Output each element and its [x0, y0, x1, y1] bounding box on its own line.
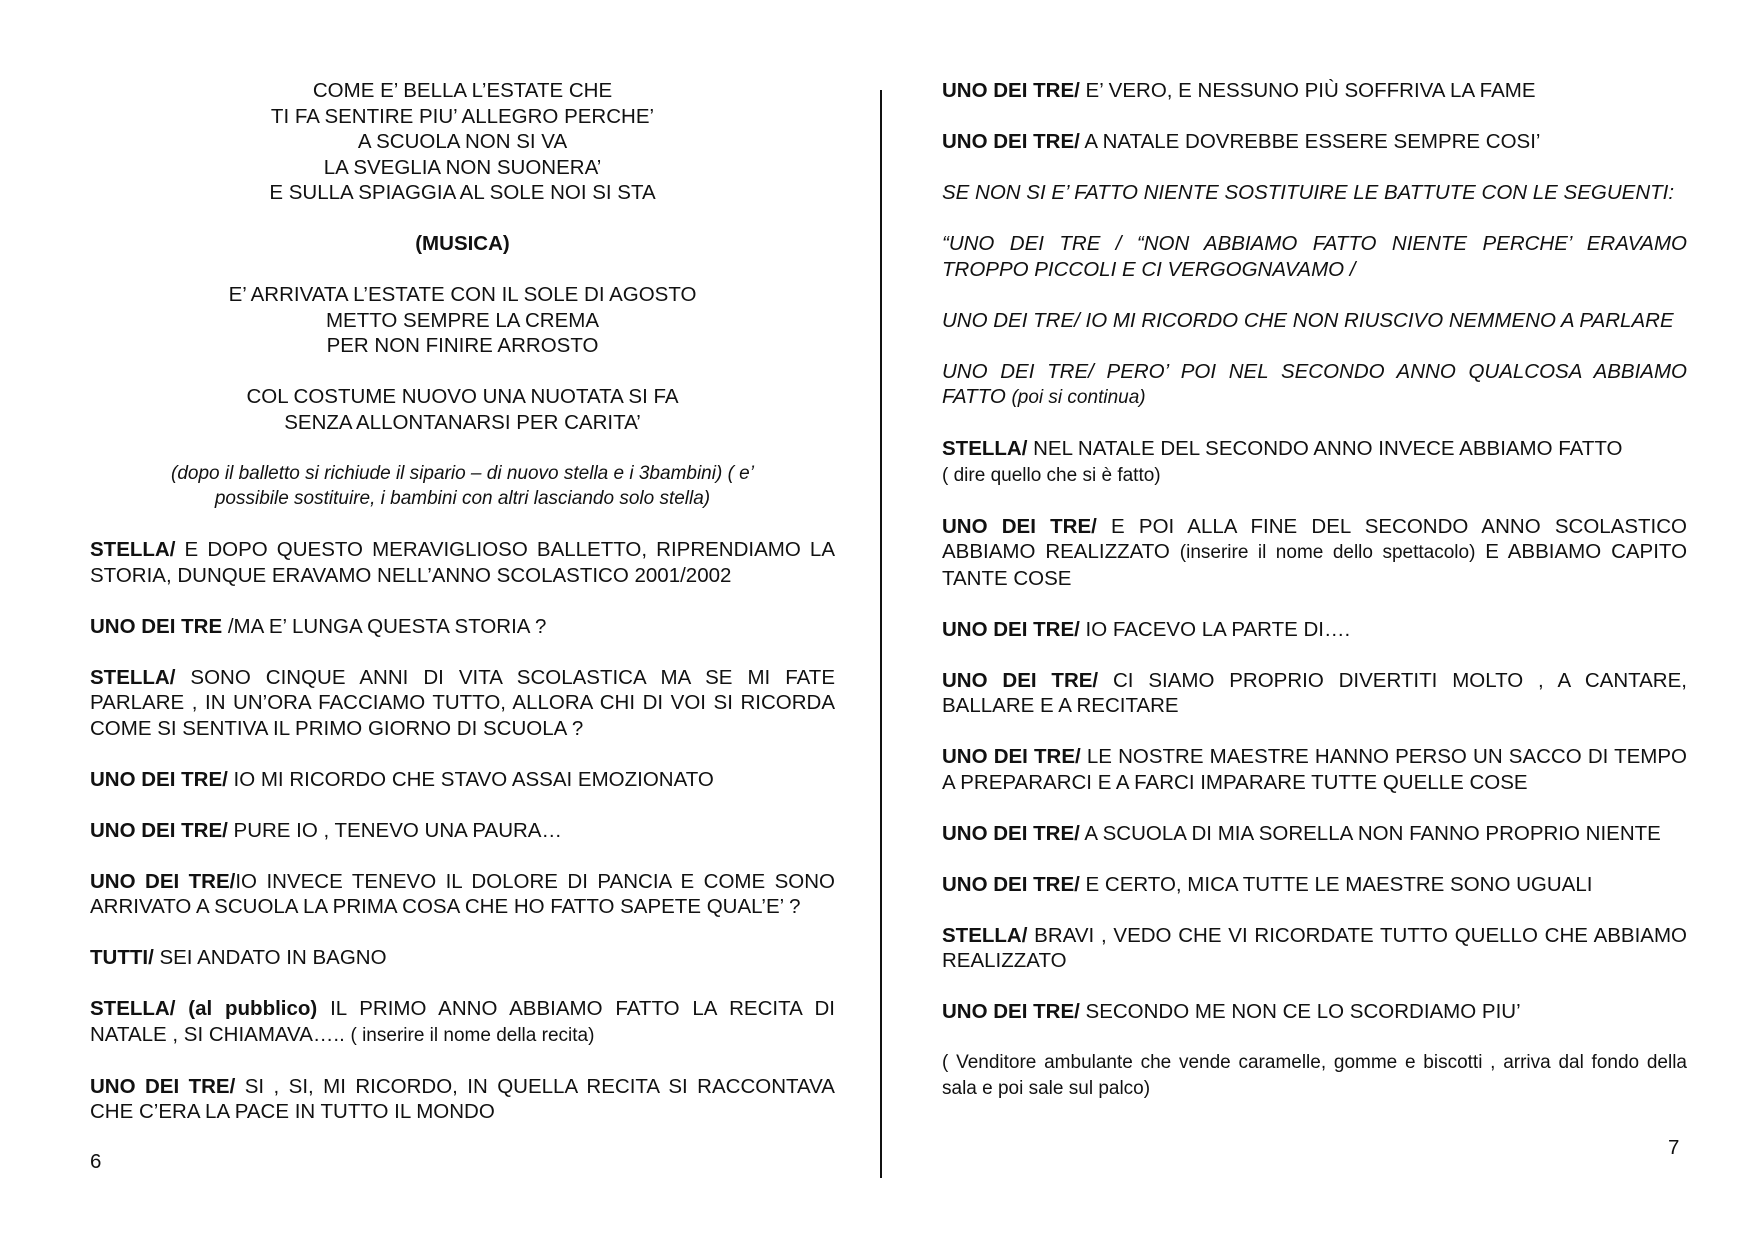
speaker: UNO DEI TRE/	[942, 821, 1080, 845]
speaker: UNO DEI TRE/	[942, 1000, 1080, 1023]
dialogue-text: SI , SI, MI RICORDO, IN QUELLA RECITA SI RACCONTAVA CHE C’ERA LA PACE IN TUTTO IL MONDO	[90, 1074, 835, 1123]
dialogue-text: E DOPO QUESTO MERAVIGLIOSO BALLETTO, RIPRENDIAMO LA STORIA, DUNQUE ERAVAMO NELL’ANNO SCOLASTICO 2001/2002	[90, 538, 835, 587]
italic-direction: SE NON SI E’ FATTO NIENTE SOSTITUIRE LE BATTUTE CON LE SEGUENTI:	[942, 181, 1675, 204]
speaker: UNO DEI TRE/	[942, 79, 1080, 102]
dialogue-line	[90, 1074, 835, 1125]
poem-line: TI FA SENTIRE PIU’ ALLEGRO PERCHE’	[270, 104, 655, 128]
poem-line: COME E’ BELLA L’ESTATE CHE	[312, 79, 613, 102]
speaker: UNO DEI TRE/	[942, 617, 1080, 641]
poem-line: LA SVEGLIA NON SUONERA’	[323, 155, 602, 179]
italic-direction-note: (poi si continua)	[1011, 387, 1146, 408]
page-divider	[880, 90, 882, 1178]
dialogue-line	[90, 767, 835, 793]
dialogue-line	[90, 945, 835, 971]
dialogue-text: A SCUOLA DI MIA SORELLA NON FANNO PROPRIO NIENTE	[1079, 821, 1661, 845]
poem-stanza-3	[90, 384, 835, 435]
dialogue-note: ( dire quello che si è fatto)	[942, 464, 1161, 486]
dialogue-text: A NATALE DOVREBBE ESSERE SEMPRE COSI’	[1079, 130, 1541, 153]
poem-line: E’ ARRIVATA L’ESTATE CON IL SOLE DI AGOSTO	[228, 283, 697, 306]
left-page	[90, 78, 835, 1125]
speaker: UNO DEI TRE/	[90, 1074, 236, 1098]
dialogue-text: IL PRIMO ANNO ABBIAMO FATTO LA RECITA DI NATALE , SI CHIAMAVA…..	[90, 997, 835, 1046]
speaker: UNO DEI TRE	[90, 614, 223, 638]
dialogue-text: IO MI RICORDO CHE STAVO ASSAI EMOZIONATO	[227, 767, 714, 791]
italic-direction-text: UNO DEI TRE/ PERO’ POI NEL SECONDO ANNO QUALCOSA ABBIAMO FATTO	[942, 359, 1687, 408]
speaker: UNO DEI TRE/	[90, 767, 228, 791]
italic-direction: UNO DEI TRE/ IO MI RICORDO CHE NON RIUSCIVO NEMMENO A PARLARE	[942, 308, 1674, 332]
speaker: UNO DEI TRE/	[90, 869, 236, 893]
dialogue-text: E’ VERO, E NESSUNO PIÙ SOFFRIVA LA FAME	[1079, 79, 1536, 102]
dialogue-line	[942, 821, 1687, 847]
dialogue-text: NEL NATALE DEL SECONDO ANNO INVECE ABBIAMO FATTO	[1027, 437, 1623, 460]
speaker: STELLA/ (al pubblico)	[90, 997, 318, 1020]
speaker: UNO DEI TRE/	[942, 514, 1097, 538]
dialogue-line	[942, 78, 1687, 104]
speaker: UNO DEI TRE/	[942, 745, 1081, 768]
italic-direction	[942, 359, 1687, 411]
right-page	[942, 78, 1687, 1101]
speaker: UNO DEI TRE/	[942, 668, 1099, 692]
dialogue-note: (inserire il nome dello spettacolo)	[1179, 542, 1476, 563]
dialogue-text: SONO CINQUE ANNI DI VITA SCOLASTICA MA SE MI FATE PARLARE , IN UN’ORA FACCIAMO TUTTO, ALLORA CHI DI VOI SI RICORDA COME SI SENTIVA IL PRIMO GIORNO DI SCUOLA ?	[90, 665, 835, 740]
dialogue-text: BRAVI , VEDO CHE VI RICORDATE TUTTO QUELLO CHE ABBIAMO REALIZZATO	[942, 923, 1687, 972]
stage-direction	[90, 461, 835, 512]
poem-line: METTO SEMPRE LA CREMA	[325, 308, 599, 332]
dialogue-line	[942, 744, 1687, 795]
dialogue-text: E ABBIAMO CAPITO TANTE COSE	[942, 540, 1688, 590]
poem-line: PER NON FINIRE ARROSTO	[326, 334, 599, 357]
page-number-right: 7	[1668, 1136, 1680, 1159]
dialogue-line	[942, 617, 1687, 643]
dialogue-line	[90, 614, 835, 640]
dialogue-line	[90, 869, 835, 920]
dialogue-text: PURE IO , TENEVO UNA PAURA…	[227, 818, 562, 842]
speaker: UNO DEI TRE/	[90, 818, 228, 842]
stage-direction: ( Venditore ambulante che vende caramelle, gomme e biscotti , arriva dal fondo della sala e poi sale sul palco)	[942, 1052, 1687, 1099]
dialogue-line	[90, 818, 835, 844]
stage-direction-line: (dopo il balletto si richiude il sipario – di nuovo stella e i 3bambini) ( e’	[171, 462, 754, 484]
speaker: TUTTI/	[90, 946, 154, 969]
poem-line: SENZA ALLONTANARSI PER CARITA’	[284, 410, 641, 434]
dialogue-line	[90, 665, 835, 742]
speaker: STELLA/	[942, 437, 1028, 460]
dialogue-text: LE NOSTRE MAESTRE HANNO PERSO UN SACCO DI TEMPO A PREPARARCI E A FARCI IMPARARE TUTTE QUELLE COSE	[942, 745, 1687, 794]
poem-line: E SULLA SPIAGGIA AL SOLE NOI SI STA	[269, 181, 656, 204]
dialogue-line	[942, 514, 1687, 592]
poem-stanza-2	[90, 282, 835, 359]
dialogue-text: E CERTO, MICA TUTTE LE MAESTRE SONO UGUALI	[1079, 872, 1593, 896]
speaker: STELLA/	[942, 923, 1028, 947]
dialogue-line	[942, 872, 1687, 898]
musica-heading: (MUSICA)	[415, 232, 510, 255]
dialogue-line	[942, 999, 1687, 1025]
speaker: STELLA/	[90, 538, 176, 561]
poem-line: A SCUOLA NON SI VA	[357, 130, 568, 153]
page-number-left: 6	[90, 1150, 102, 1173]
italic-direction: “UNO DEI TRE / “NON ABBIAMO FATTO NIENTE PERCHE’ ERAVAMO TROPPO PICCOLI E CI VERGOGNAVAMO /	[942, 232, 1687, 281]
dialogue-text: E POI ALLA FINE DEL SECONDO ANNO SCOLASTICO ABBIAMO REALIZZATO	[942, 514, 1687, 563]
speaker: UNO DEI TRE/	[942, 872, 1080, 896]
speaker: STELLA/	[90, 665, 176, 689]
dialogue-text: CI SIAMO PROPRIO DIVERTITI MOLTO , A CANTARE, BALLARE E A RECITARE	[942, 668, 1687, 717]
dialogue-line	[942, 129, 1687, 155]
dialogue-line	[942, 923, 1687, 974]
dialogue-note: ( inserire il nome della recita)	[350, 1024, 595, 1046]
poem-stanza-1	[90, 78, 835, 206]
dialogue-text: IO INVECE TENEVO IL DOLORE DI PANCIA E COME SONO ARRIVATO A SCUOLA LA PRIMA COSA CHE HO FATTO SAPETE QUAL’E’ ?	[90, 869, 835, 918]
dialogue-line	[942, 436, 1687, 488]
dialogue-line	[90, 996, 835, 1048]
speaker: UNO DEI TRE/	[942, 130, 1080, 153]
dialogue-text: SEI ANDATO IN BAGNO	[153, 946, 387, 969]
dialogue-text: SECONDO ME NON CE LO SCORDIAMO PIU’	[1079, 1000, 1521, 1023]
stage-direction-line: possibile sostituire, i bambini con altri lasciando solo stella)	[214, 488, 711, 509]
dialogue-line	[90, 537, 835, 588]
poem-line: COL COSTUME NUOVO UNA NUOTATA SI FA	[246, 385, 679, 408]
dialogue-text: /MA E’ LUNGA QUESTA STORIA ?	[222, 614, 547, 638]
dialogue-text: IO FACEVO LA PARTE DI….	[1079, 617, 1351, 641]
dialogue-line	[942, 668, 1687, 719]
